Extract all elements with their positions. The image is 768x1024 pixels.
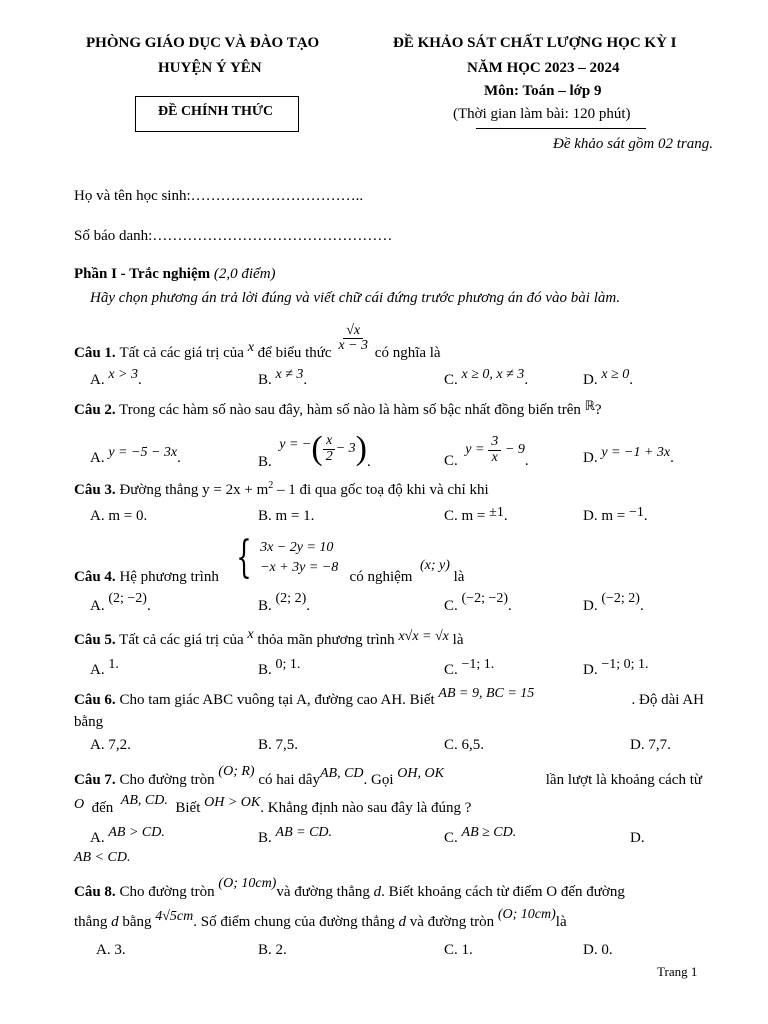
q6-b-letter: B. xyxy=(258,737,272,753)
question-7-line2 xyxy=(74,793,472,817)
q4-eq2: −x + 3y = −8 xyxy=(260,560,339,575)
q6-d-value: 7,7. xyxy=(648,737,671,753)
part1-instruction: Hãy chọn phương án trả lời đúng và viết chữ cái đứng trước phương án đó vào bài làm. xyxy=(90,290,620,306)
student-id-line: Số báo danh:………………………………………… xyxy=(74,228,393,244)
q7-text5: đến xyxy=(91,800,114,816)
q3-c-letter: C. xyxy=(444,508,458,524)
department-name: PHÒNG GIÁO DỤC VÀ ĐÀO TẠO xyxy=(86,35,320,51)
q8-option-b[interactable] xyxy=(258,942,287,959)
q1-option-d[interactable]: D. x ≥ 0. xyxy=(583,367,633,388)
q7-circle: (O; R) xyxy=(218,764,255,779)
q2-c-fraction xyxy=(488,435,501,465)
district-name: HUYỆN Ý YÊN xyxy=(158,60,262,76)
student-name-line: Họ và tên học sinh:…………………………….. xyxy=(74,188,364,204)
q7-option-b[interactable] xyxy=(258,825,333,847)
q1-b-value: x ≠ 3 xyxy=(275,367,304,382)
q5-option-a[interactable] xyxy=(90,657,119,679)
q5-a-letter: A. xyxy=(90,662,105,678)
q5-option-c[interactable] xyxy=(444,657,495,679)
q6-text2: . Độ dài AH xyxy=(631,692,704,708)
q2-option-d[interactable]: D. y = −1 + 3x. xyxy=(583,445,674,466)
q6-option-a[interactable] xyxy=(90,737,131,754)
q8-text6: . Số điểm chung của đường thẳng xyxy=(193,914,395,930)
q4-b-letter: B. xyxy=(258,598,272,614)
q5-label: Câu 5. xyxy=(74,632,116,648)
q5-text3: là xyxy=(452,632,464,648)
q8-text3: . Biết khoảng cách từ điểm O đến đường xyxy=(381,884,625,900)
q4-label: Câu 4. xyxy=(74,569,116,585)
q8-d-letter: D. xyxy=(583,942,598,958)
q8-c-letter: C. xyxy=(444,942,458,958)
q3-d-pre: m = xyxy=(601,508,626,524)
q6-c-letter: C. xyxy=(444,737,458,753)
q2-b-fraction xyxy=(323,434,336,464)
q2-b-rparen: ) xyxy=(355,430,367,467)
q7-chords2: AB, CD. xyxy=(120,793,168,808)
q8-c-value: 1. xyxy=(461,942,473,958)
page-number: Trang 1 xyxy=(657,964,698,979)
q2-end: ? xyxy=(594,402,602,418)
q4-option-c[interactable]: C. (−2; −2). xyxy=(444,591,512,614)
q7-c-letter: C. xyxy=(444,830,458,846)
q7-text3: . Gọi xyxy=(363,772,394,788)
q2-c-letter: C. xyxy=(444,453,458,469)
q7-c-value: AB ≥ CD. xyxy=(461,825,517,840)
pages-note: Đề khảo sát gồm 02 trang. xyxy=(553,136,713,152)
q4-c-letter: C. xyxy=(444,598,458,614)
q1-fraction xyxy=(335,324,371,354)
q8-d-value: 0. xyxy=(601,942,613,958)
q1-c-value: x ≥ 0, x ≠ 3 xyxy=(461,367,525,382)
subject: Môn: Toán – lớp 9 xyxy=(484,83,602,99)
q5-text1: Tất cả các giá trị của xyxy=(119,632,244,648)
q3-option-b[interactable] xyxy=(258,508,314,525)
q4-sol: (x; y) xyxy=(419,558,450,573)
q6-text1: Cho tam giác ABC vuông tại A, đường cao AH. Biết xyxy=(119,692,435,708)
q8-text1: Cho đường tròn xyxy=(119,884,215,900)
q1-var: x xyxy=(247,340,254,355)
q7-O: O xyxy=(74,797,85,812)
q1-b-letter: B. xyxy=(258,372,272,388)
q3-c-value: ±1 xyxy=(489,505,504,520)
q7-label: Câu 7. xyxy=(74,772,116,788)
q8-d2: d xyxy=(111,914,119,930)
q8-d: d xyxy=(373,884,382,900)
q8-label: Câu 8. xyxy=(74,884,116,900)
q4-system xyxy=(230,532,339,583)
part1-heading xyxy=(74,266,276,283)
q1-text1: Tất cả các giá trị của xyxy=(119,345,244,361)
q2-b-lparen: ( xyxy=(311,430,323,467)
q1-label: Câu 1. xyxy=(74,345,116,361)
q1-option-b[interactable]: B. x ≠ 3. xyxy=(258,367,308,388)
q6-b-value: 7,5. xyxy=(275,737,299,753)
q4-c-value: (−2; −2) xyxy=(461,591,509,606)
q8-a-value: 3. xyxy=(114,942,126,958)
q1-text3: có nghĩa là xyxy=(374,345,441,361)
q4-eq1: 3x − 2y = 10 xyxy=(260,539,334,555)
q7-option-d[interactable] xyxy=(630,830,645,847)
q4-option-b[interactable]: B. (2; 2). xyxy=(258,591,310,614)
q1-d-value: x ≥ 0 xyxy=(601,367,630,382)
q1-d-letter: D. xyxy=(583,372,598,388)
q3-c-pre: m = xyxy=(461,508,486,524)
q7-d-value: AB < CD. xyxy=(74,850,131,865)
q6-option-c[interactable] xyxy=(444,737,484,754)
q6-a-letter: A. xyxy=(90,737,105,753)
q7-text2: có hai dây xyxy=(258,772,320,788)
q4-d-letter: D. xyxy=(583,598,598,614)
q8-text7: và đường tròn xyxy=(409,914,495,930)
q3-a-letter: A. xyxy=(90,508,105,524)
q6-text3: bằng xyxy=(74,714,104,730)
q8-b-value: 2. xyxy=(275,942,287,958)
q4-b-value: (2; 2) xyxy=(275,591,307,606)
q4-brace: { xyxy=(236,532,252,583)
q3-option-c[interactable]: C. m = ±1. xyxy=(444,505,508,524)
q3-a-value: m = 0. xyxy=(108,508,148,524)
q5-option-b[interactable] xyxy=(258,657,301,679)
q1-text2: để biểu thức xyxy=(257,345,332,361)
q5-b-letter: B. xyxy=(258,662,272,678)
q8-option-d[interactable] xyxy=(583,942,613,959)
q5-option-d[interactable] xyxy=(583,657,649,679)
q2-text: Trong các hàm số nào sau đây, hàm số nào là hàm số bậc nhất đồng biến trên xyxy=(119,402,581,418)
q2-option-a[interactable]: A. y = −5 − 3x. xyxy=(90,445,181,466)
q2-b-post: − 3 xyxy=(335,441,356,456)
q2-c-post: − 9 xyxy=(504,442,525,457)
q7-option-a[interactable] xyxy=(90,825,165,847)
q1-denominator: x − 3 xyxy=(338,338,369,354)
q2-c-den: x xyxy=(491,449,498,465)
q3-b-letter: B. xyxy=(258,508,272,524)
q5-text2: thỏa mãn phương trình xyxy=(257,632,395,648)
q1-numerator: √x xyxy=(343,324,363,340)
q5-b-value: 0; 1. xyxy=(275,657,301,672)
q3-sup: 2 xyxy=(268,480,274,491)
q6-c-value: 6,5. xyxy=(461,737,485,753)
q2-c-pre: y = xyxy=(465,442,485,457)
q3-d-value: −1 xyxy=(628,505,644,520)
q4-text1: Hệ phương trình xyxy=(119,569,219,585)
q3-text2: – 1 đi qua gốc toạ độ khi và chỉ khi xyxy=(273,482,489,498)
q8-text5: bằng xyxy=(122,914,152,930)
q7-text6: Biết xyxy=(175,800,201,816)
q7-a-letter: A. xyxy=(90,830,105,846)
q5-d-value: −1; 0; 1. xyxy=(601,657,649,672)
question-5 xyxy=(74,627,464,649)
q5-eq: x√x = √x xyxy=(398,629,449,644)
q7-chords: AB, CD xyxy=(319,766,364,781)
q3-b-value: m = 1. xyxy=(275,508,315,524)
q6-option-b[interactable] xyxy=(258,737,298,754)
part1-title: Phần I - Trắc nghiệm xyxy=(74,266,211,282)
part1-points: (2,0 điểm) xyxy=(213,266,276,282)
q3-label: Câu 3. xyxy=(74,482,116,498)
q6-given: AB = 9, BC = 15 xyxy=(438,686,535,701)
q2-b-den: 2 xyxy=(325,448,333,464)
q7-text1: Cho đường tròn xyxy=(119,772,215,788)
q5-c-value: −1; 1. xyxy=(461,657,495,672)
q8-circle2: (O; 10cm) xyxy=(497,907,556,922)
q7-text7: . Khẳng định nào sau đây là đúng ? xyxy=(260,800,472,816)
header-divider xyxy=(476,128,646,129)
q4-option-d[interactable]: D. (−2; 2). xyxy=(583,591,644,614)
q2-label: Câu 2. xyxy=(74,402,116,418)
q5-a-value: 1. xyxy=(108,657,119,672)
q1-option-a[interactable]: A. x > 3. xyxy=(90,367,142,388)
q7-option-c[interactable] xyxy=(444,825,517,847)
official-label: ĐỀ CHÍNH THỨC xyxy=(158,104,274,119)
q8-a-letter: A. xyxy=(96,942,111,958)
q4-option-a[interactable]: A. (2; −2). xyxy=(90,591,151,614)
q8-option-a[interactable] xyxy=(96,942,126,959)
q6-option-d[interactable] xyxy=(630,737,671,754)
q6-a-value: 7,2. xyxy=(108,737,131,753)
q5-c-letter: C. xyxy=(444,662,458,678)
q8-b-letter: B. xyxy=(258,942,272,958)
question-8-line2 xyxy=(74,907,567,931)
q2-option-b[interactable]: B. y = − ( $\frac{x}{2}$ − 3 ) . xyxy=(258,430,371,470)
q2-b-num: x xyxy=(323,434,335,450)
q5-d-letter: D. xyxy=(583,662,598,678)
q7-b-value: AB = CD. xyxy=(275,825,333,840)
question-2 xyxy=(74,399,602,419)
q3-option-d[interactable]: D. m = −1. xyxy=(583,505,648,524)
q7-text4: lần lượt là khoảng cách từ xyxy=(545,772,702,788)
q6-label: Câu 6. xyxy=(74,692,116,708)
q8-dist: 4√5cm xyxy=(155,909,194,924)
q8-text4: thẳng xyxy=(74,914,108,930)
q2-a-value: y = −5 − 3x xyxy=(108,445,178,460)
q4-a-letter: A. xyxy=(90,598,105,614)
q6-d-letter: D. xyxy=(630,737,645,753)
q2-d-letter: D. xyxy=(583,450,598,466)
q2-a-letter: A. xyxy=(90,450,105,466)
q4-text2: có nghiệm xyxy=(349,569,413,585)
question-4 xyxy=(74,530,464,586)
exam-title: ĐỀ KHẢO SÁT CHẤT LƯỢNG HỌC KỲ I xyxy=(393,35,677,51)
q1-option-c[interactable]: C. x ≥ 0, x ≠ 3. xyxy=(444,367,529,388)
q2-option-c[interactable]: C. y = $\frac{3}{x}$ − 9 . xyxy=(444,433,529,469)
q1-a-letter: A. xyxy=(90,372,105,388)
q2-b-letter: B. xyxy=(258,454,272,470)
q7-b-letter: B. xyxy=(258,830,272,846)
q2-R: ℝ xyxy=(584,399,595,414)
q4-a-value: (2; −2) xyxy=(108,591,147,606)
question-8 xyxy=(74,876,702,901)
q5-var: x xyxy=(247,627,254,642)
question-3 xyxy=(74,482,489,499)
q4-text3: là xyxy=(453,569,465,585)
q3-d-letter: D. xyxy=(583,508,598,524)
q2-c-num: 3 xyxy=(488,435,501,451)
question-1 xyxy=(74,312,441,362)
q3-option-a[interactable] xyxy=(90,508,147,525)
q8-text8: là xyxy=(555,914,567,930)
q1-a-value: x > 3 xyxy=(108,367,139,382)
q3-text: Đường thẳng y = 2x + m xyxy=(119,482,269,498)
school-year: NĂM HỌC 2023 – 2024 xyxy=(467,60,620,76)
q8-d3: d xyxy=(398,914,406,930)
q7-d-letter: D. xyxy=(630,830,645,846)
q8-circle: (O; 10cm) xyxy=(218,876,277,891)
time-limit: (Thời gian làm bài: 120 phút) xyxy=(453,106,631,122)
q8-text2: và đường thẳng xyxy=(276,884,370,900)
q2-b-pre: y = − xyxy=(279,437,312,452)
q7-cond: OH > OK xyxy=(204,795,261,810)
question-6 xyxy=(74,686,704,709)
q4-d-value: (−2; 2) xyxy=(601,591,640,606)
q1-c-letter: C. xyxy=(444,372,458,388)
q8-option-c[interactable] xyxy=(444,942,473,959)
question-7 xyxy=(74,764,702,789)
q2-d-value: y = −1 + 3x xyxy=(601,445,671,460)
q7-a-value: AB > CD. xyxy=(108,825,165,840)
q7-dist: OH, OK xyxy=(397,766,444,781)
